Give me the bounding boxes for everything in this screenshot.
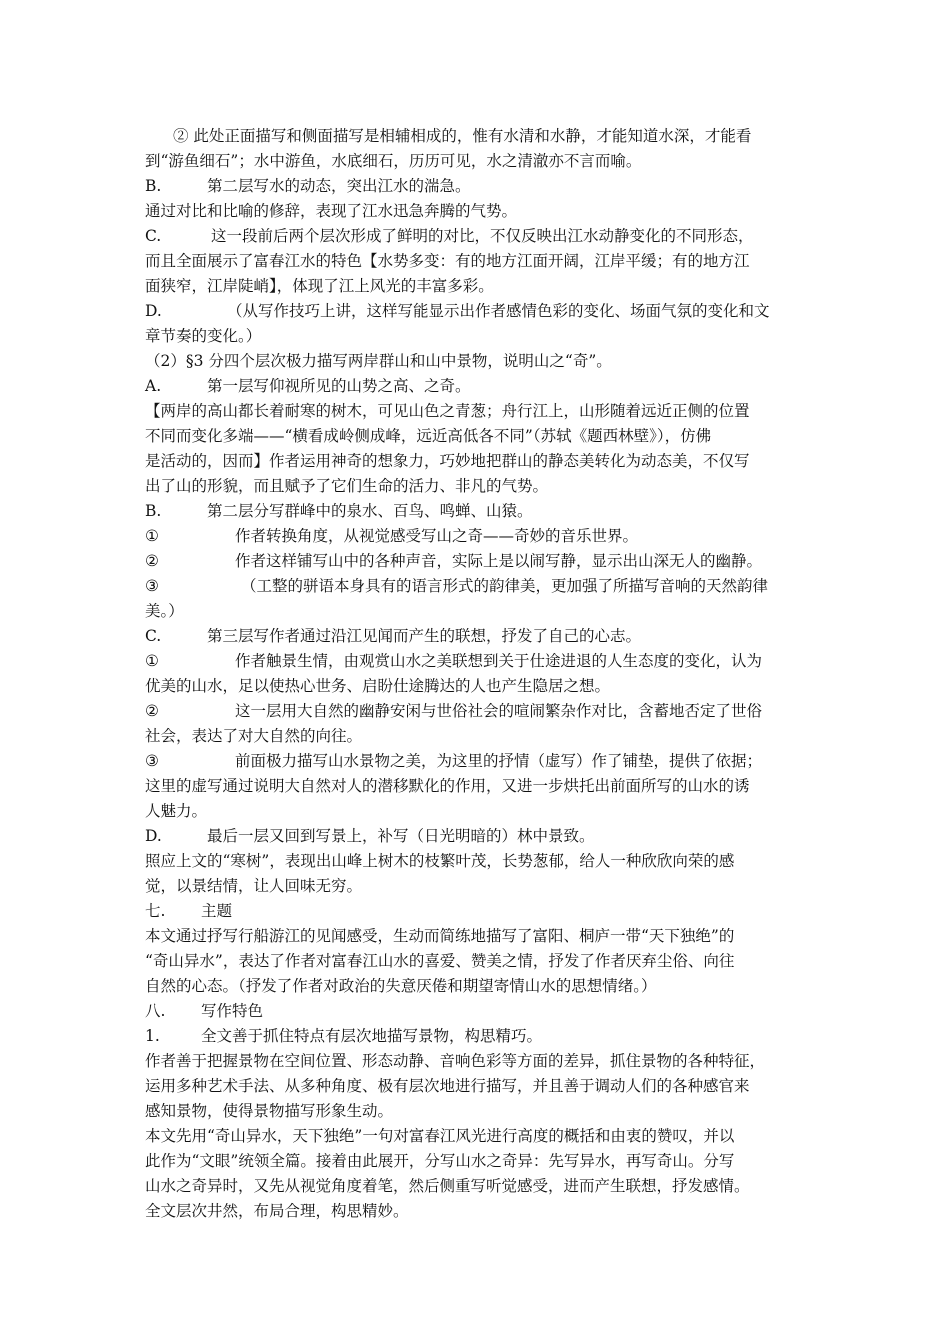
line-text: 觉，以景结情，让人回味无穷。 (145, 877, 363, 895)
line-text: （2）§3 分四个层次极力描写两岸群山和山中景物，说明山之“奇”。 (145, 352, 612, 370)
paragraph-line (145, 474, 810, 499)
line-text: 第三层写作者通过沿江见闻而产生的联想，抒发了自己的心志。 (207, 627, 642, 645)
line-text: 出了山的形貌，而且赋予了它们生命的活力、非凡的气势。 (145, 477, 549, 495)
list-item (145, 524, 810, 549)
list-marker: C. (145, 627, 162, 645)
paragraph-line (145, 599, 810, 624)
list-item (145, 374, 810, 399)
line-text: 优美的山水，足以使热心世务、启盼仕途腾达的人也产生隐居之想。 (145, 677, 611, 695)
section-heading (145, 999, 810, 1024)
list-item (145, 699, 810, 724)
line-text: 第二层写水的动态，突出江水的湍急。 (207, 177, 471, 195)
line-text: 这里的虚写通过说明大自然对人的潜移默化的作用，又进一步烘托出前面所写的山水的诱 (145, 777, 750, 795)
line-text: 前面极力描写山水景物之美，为这里的抒情（虚写）作了铺垫，提供了依据； (235, 752, 763, 770)
paragraph-line (145, 449, 810, 474)
line-text: 【两岸的高山都长着耐寒的树木，可见山色之青葱；舟行江上，山形随着远近正侧的位置 (145, 402, 750, 420)
line-text: 此作为“文眼”统领全篇。接着由此展开，分写山水之奇异：先写异水，再写奇山。分写 (145, 1152, 735, 1170)
line-text: 本文通过抒写行船游江的见闻感受，生动而简练地描写了富阳、桐庐一带“天下独绝”的 (145, 927, 735, 945)
line-text: 自然的心态。（抒发了作者对政治的失意厌倦和期望寄情山水的思想情绪。） (145, 977, 657, 995)
document-body (145, 124, 810, 1224)
list-marker: A. (145, 377, 162, 395)
list-marker: D. (145, 827, 162, 845)
list-marker: ① (145, 527, 159, 545)
line-text: 作者善于把握景物在空间位置、形态动静、音响色彩等方面的差异，抓住景物的各种特征， (145, 1052, 766, 1070)
list-marker: ③ (145, 577, 159, 595)
line-text: 全文善于抓住特点有层次地描写景物，构思精巧。 (201, 1027, 543, 1045)
line-text: 人魅力。 (145, 802, 208, 820)
section-number: 八. (145, 1002, 166, 1020)
paragraph-line (145, 274, 810, 299)
paragraph-line (145, 874, 810, 899)
paragraph-line (145, 949, 810, 974)
list-marker: 1. (145, 1027, 160, 1045)
line-text: 本文先用“奇山异水，天下独绝”一句对富春江风光进行高度的概括和由衷的赞叹，并以 (145, 1127, 735, 1145)
line-text: 这一段前后两个层次形成了鲜明的对比，不仅反映出江水动静变化的不同形态， (211, 227, 754, 245)
paragraph-line (145, 1174, 810, 1199)
list-item (145, 299, 810, 324)
paragraph-line (145, 1099, 810, 1124)
paragraph-line (145, 124, 810, 149)
section-heading (145, 349, 810, 374)
line-text: 最后一层又回到写景上，补写（日光明暗的）林中景致。 (207, 827, 595, 845)
paragraph-line (145, 924, 810, 949)
line-text: 到“游鱼细石”；水中游鱼，水底细石，历历可见，水之清澈亦不言而喻。 (145, 152, 642, 170)
line-text: 而且全面展示了富春江水的特色【水势多变：有的地方江面开阔，江岸平缓；有的地方江 (145, 252, 750, 270)
list-marker: ③ (145, 752, 159, 770)
list-item (145, 549, 810, 574)
list-item (145, 649, 810, 674)
line-text: “奇山异水”，表达了作者对富春江山水的喜爱、赞美之情，抒发了作者厌弃尘俗、向往 (145, 952, 735, 970)
line-text: （从写作技巧上讲，这样写能显示出作者感情色彩的变化、场面气氛的变化和文 (227, 302, 770, 320)
list-item (145, 824, 810, 849)
paragraph-line (145, 724, 810, 749)
section-heading (145, 899, 810, 924)
paragraph-line (145, 199, 810, 224)
list-item (145, 499, 810, 524)
paragraph-line (145, 849, 810, 874)
line-text: 作者这样铺写山中的各种声音，实际上是以闹写静，显示出山深无人的幽静。 (235, 552, 763, 570)
list-marker: D. (145, 302, 162, 320)
line-text: 作者转换角度，从视觉感受写山之奇——奇妙的音乐世界。 (235, 527, 639, 545)
list-marker: B. (145, 502, 162, 520)
list-item (145, 1024, 810, 1049)
paragraph-line (145, 1049, 810, 1074)
paragraph-line (145, 674, 810, 699)
paragraph-line (145, 149, 810, 174)
paragraph-line (145, 399, 810, 424)
paragraph-line (145, 1124, 810, 1149)
paragraph-line (145, 1149, 810, 1174)
paragraph-line (145, 1199, 810, 1224)
list-marker: C. (145, 227, 162, 245)
list-marker: ② (145, 552, 159, 570)
line-text: 章节奏的变化。） (145, 327, 262, 345)
paragraph-line (145, 974, 810, 999)
line-text: 第二层分写群峰中的泉水、百鸟、鸣蝉、山猿。 (207, 502, 533, 520)
paragraph-line (145, 774, 810, 799)
line-text: 运用多种艺术手法、从多种角度、极有层次地进行描写，并且善于调动人们的各种感官来 (145, 1077, 750, 1095)
list-item (145, 624, 810, 649)
line-text: 是活动的，因而】作者运用神奇的想象力，巧妙地把群山的静态美转化为动态美，不仅写 (145, 452, 750, 470)
list-item (145, 224, 810, 249)
line-text: 全文层次井然，布局合理，构思精妙。 (145, 1202, 409, 1220)
paragraph-line (145, 799, 810, 824)
paragraph-line (145, 424, 810, 449)
line-text: 这一层用大自然的幽静安闲与世俗社会的喧闹繁杂作对比，含蓄地否定了世俗 (235, 702, 763, 720)
paragraph-line (145, 1074, 810, 1099)
list-item (145, 574, 810, 599)
line-text: 山水之奇异时，又先从视觉角度着笔，然后侧重写听觉感受，进而产生联想，抒发感情。 (145, 1177, 750, 1195)
line-text: 第一层写仰视所见的山势之高、之奇。 (207, 377, 471, 395)
line-text: 作者触景生情，由观赏山水之美联想到关于仕途进退的人生态度的变化，认为 (235, 652, 763, 670)
line-text: 社会，表达了对大自然的向往。 (145, 727, 363, 745)
line-text: ② 此处正面描写和侧面描写是相辅相成的，惟有水清和水静，才能知道水深，才能看 (173, 127, 752, 145)
line-text: 美。） (145, 602, 184, 620)
paragraph-line (145, 249, 810, 274)
line-text: 写作特色 (201, 1002, 264, 1020)
line-text: 感知景物，使得景物描写形象生动。 (145, 1102, 394, 1120)
list-item (145, 749, 810, 774)
list-marker: ② (145, 702, 159, 720)
paragraph-line (145, 324, 810, 349)
line-text: （工整的骈语本身具有的语言形式的韵律美，更加强了所描写音响的天然韵律 (241, 577, 769, 595)
list-marker: ① (145, 652, 159, 670)
line-text: 不同而变化多端——“横看成岭侧成峰，远近高低各不同”（苏轼《题西林壁》），仿佛 (145, 427, 712, 445)
section-number: 七. (145, 902, 166, 920)
list-marker: B. (145, 177, 162, 195)
line-text: 通过对比和比喻的修辞，表现了江水迅急奔腾的气势。 (145, 202, 518, 220)
line-text: 面狭窄，江岸陡峭】，体现了江上风光的丰富多彩。 (145, 277, 494, 295)
line-text: 照应上文的“寒树”，表现出山峰上树木的枝繁叶茂，长势葱郁，给人一种欣欣向荣的感 (145, 852, 735, 870)
list-item (145, 174, 810, 199)
line-text: 主题 (201, 902, 233, 920)
